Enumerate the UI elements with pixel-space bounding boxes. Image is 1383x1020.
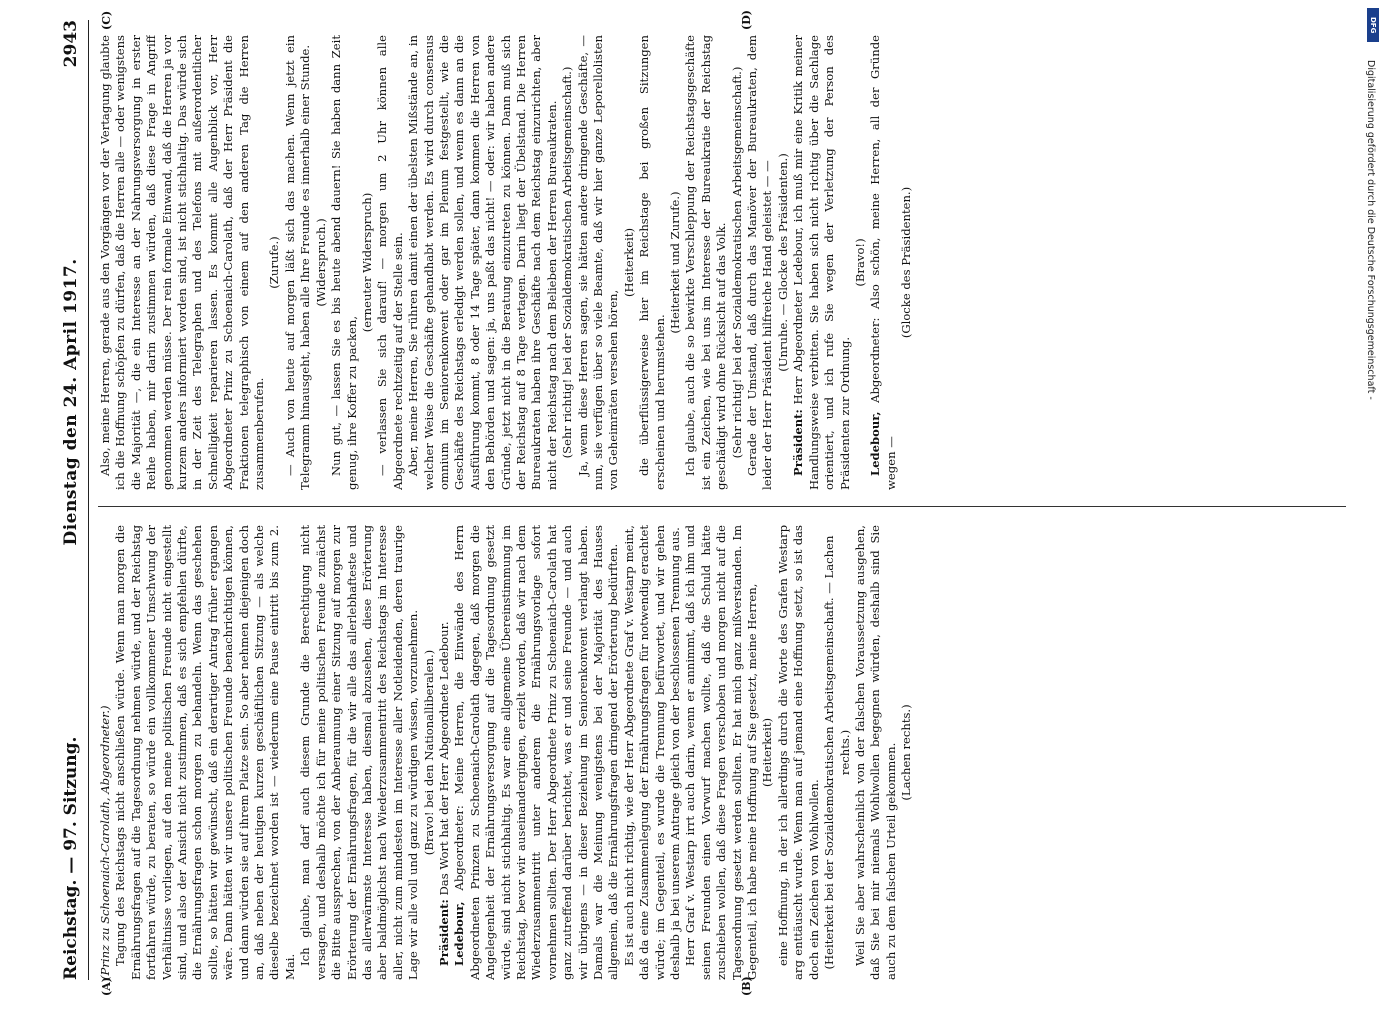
- interjection: (Sehr richtig! bei der Sozialdemokratischen Arbeitsgemeinschaft.): [729, 66, 744, 459]
- left-column: [98, 525, 1350, 980]
- rotated-page-content: [40, 0, 1360, 1000]
- paragraph: Gerade der Umstand, daß durch das Manöver der Bureaukraten, dem leider der Herr Präsident hilfreiche Hand geleistet — —: [745, 35, 775, 490]
- interjection: (erneuter Widerspruch): [359, 192, 374, 333]
- speaker-paragraph: [437, 525, 452, 980]
- interjection: (Bravo! bei den Nationalliberalen.): [421, 649, 436, 856]
- interjection: (Bravo!): [852, 238, 867, 287]
- paragraph: Also, meine Herren, gerade aus den Vorgängen vor der Vertagung glaubte ich die Hoffnung schöpfen zu dürfen, daß die Herren alle — oder wenigstens die Majorität —, die ein Interesse an der Nahrungsversorgung in erster Reihe haben, mir darin zustimmen würden, daß diese Frage in Angriff genommen werden müsse. Der rein formale Einwand, daß die Herren ja vor kurzem anders informiert worden sind, ist nicht stichhaltig. Das würde sich in der Zeit des Telegraphen und des Telefons mit außerordentlicher Schnelligkeit reparieren lassen. Es kommt alle Augenblick vor, Herr Abgeordneter Prinz zu Schoenaich-Carolath, daß der Herr Präsident die Fraktionen telegraphisch von einem auf den anderen Tag die Herren zusammenberufen.: [98, 35, 267, 490]
- speech-text: Herr Abgeordneter Ledebour, ich muß mir eine Kritik meiner Handlungsweise verbitten. Sie haben sich nicht richtig über die Sachlage orientiert, und ich rufe Sie wegen der Verletzung der Person des Präsidenten zur Ordnung.: [791, 35, 852, 490]
- speaker-continuation: (Prinz zu Schoenaich-Carolath, Abgeordneter.): [98, 705, 112, 980]
- margin-marker-c: (C): [100, 10, 113, 30]
- interjection: (Zurufe.): [267, 236, 282, 289]
- interjection: (Lachen rechts.): [899, 704, 914, 801]
- interjection: (Heiterkeit bei der Sozialdemokratischen Arbeitsgemeinschaft. — Lachen rechts.): [822, 535, 852, 970]
- right-column: [98, 35, 1350, 490]
- speech-text: Abgeordneter: Meine Herren, die Einwände des Herrn Abgeordneten Prinzen zu Schoenaich-Carolath dagegen, daß morgen die Angelegenheit der Ernährungsversorgung auf die Tagesordnung gesetzt würde, sind nicht stichhaltig. Es war eine allgemeine Übereinstimmung im Reichstag, bevor wir auseinandergingen, erzielt worden, daß wir nach dem Wiederzusammentritt unter anderem die Ernährungsvorlage sofort vornehmen sollten. Der Herr Abgeordnete Prinz zu Schoenaich-Carolath hat ganz zutreffend darüber berichtet, was er und seine Freunde — und auch wir übrigens — in dieser Beziehung im Seniorenkonvent verlangt haben. Damals war die Meinung wenigstens bei der Majorität des Hauses allgemein, daß die Ernährungsfragen dringend der Erörterung bedürften.: [452, 525, 621, 980]
- dfg-logo: DFG: [1367, 8, 1379, 42]
- interjection: (Widerspruch.): [313, 218, 328, 307]
- paragraph: Ich glaube, auch die so bewirkte Verschleppung der Reichstagsgeschäfte ist ein Zeichen, wie bei uns im Interesse der Bureaukratie der Reichstag geschädigt wird ohne Rücksicht auf das Volk.: [683, 35, 729, 490]
- margin-marker-d: (D): [740, 10, 753, 30]
- digitization-credit: [1358, 20, 1380, 980]
- paragraph: Aber, meine Herren, Sie rühren damit einen der übelsten Mißstände an, in welcher Weise die Geschäfte gehandhabt werden. Es wird durch consensus omnium im Seniorenkonvent oder gar im Plenum festgestellt, wie die Geschäfte des Reichstags erledigt werden sollen, und wenn es dann an die Ausführung kommt, 8 oder 14 Tage später, dann kommen die Herren von den Behörden und sagen: ja, uns paßt das nicht! — oder: wir haben andere Gründe, jetzt nicht in die Beratung einzutreten zu können. Dann muß sich der Reichstag auf 8 Tage vertagen. Darin liegt der Übelstand. Die Herren Bureaukraten haben ihre Geschäfte nach dem Reichstag einzurichten, aber nicht der Reichstag nach dem Belieben der Herren Bureaukraten.: [406, 35, 559, 490]
- paragraph: eine Hoffnung, in der ich allerdings durch die Worte des Grafen Westarp arg enttäuscht wurde. Wenn man auf jemand eine Hoffnung setzt, so ist das doch ein Zeichen von Wohlwollen.: [775, 525, 821, 980]
- paragraph: Tagung des Reichstags nicht anschließen würde. Wenn man morgen die Ernährungsfragen auf die Tagesordnung nehmen würde, und der Reichstag fortfahren würde, zu beraten, so würde ein vollkommener Umschwung der Verhältnisse vorliegen, auf den meine politischen Freunde nicht eingestellt sind, und also der Ansicht nicht zustimmen, daß es sich empfehlen dürfte, die Ernährungsfragen schon morgen zu behandeln. Wenn das geschehen sollte, so hätten wir gewünscht, daß ein derartiger Antrag früher ergangen wäre. Dann hätten wir unsere politischen Freunde benachrichtigen können, und dann würden sie auf ihrem Platze sein. So aber nehmen diejenigen doch an, daß neben der heutigen kurzen geschäftlichen Sitzung — als welche dieselbe bezeichnet worden ist — wiederum eine Pause eintritt bis zum 2. Mai.: [113, 525, 297, 980]
- interjection: (Unruhe. — Glocke des Präsidenten.): [775, 153, 790, 372]
- speaker-name: Ledebour,: [868, 411, 883, 476]
- interjection: (Glocke des Präsidenten.): [899, 186, 914, 339]
- interjection: (Sehr richtig! bei der Sozialdemokratischen Arbeitsgemeinschaft.): [560, 66, 575, 459]
- speech-text: Das Wort hat der Herr Abgeordnete Ledebour.: [436, 621, 451, 896]
- margin-marker-a: (A): [100, 977, 113, 996]
- digitization-credit-text: Digitalisierung gefördert durch die Deutsche Forschungsgemeinschaft -: [1365, 60, 1376, 400]
- speaker-paragraph: [791, 35, 853, 490]
- speaker-paragraph: [868, 35, 899, 490]
- paragraph: Ja, wenn diese Herren sagen, sie hätten andere dringende Geschäfte, — nun, sie verfügen über so viele Beamte, daß wir hier ganze Leporellolisten von Geheimräten versehen hören,: [575, 35, 621, 490]
- paragraph: — verlassen Sie sich darauf! — morgen um 2 Uhr können alle Abgeordnete rechtzeitig auf der Stelle sein.: [375, 35, 405, 490]
- paragraph: Weil Sie aber wahrscheinlich von der falschen Voraussetzung ausgehen, daß Sie bei mir niemals Wohlwollen begegnen würden, deshalb sind Sie auch zu dem falschen Urteil gekommen.: [852, 525, 898, 980]
- paragraph: Es ist auch nicht richtig, wie der Herr Abgeordnete Graf v. Westarp meint, daß da eine Zusammenlegung der Ernährungsfragen für notwendig erachtet würde; im Gegenteil, es wurde die Trennung befürwortet, und wir gehen deshalb ja bei unserem Antrage gleich von der beschlossenen Trennung aus.: [621, 525, 683, 980]
- speaker-name: Ledebour,: [452, 901, 467, 966]
- page-header: [54, 20, 89, 980]
- scanned-page: [40, 0, 1360, 1000]
- paragraph: die überflüssigerweise hier im Reichstage bei großen Sitzungen erscheinen und herumstehen.: [637, 35, 667, 490]
- speaker-name: Präsident:: [436, 899, 451, 966]
- margin-marker-b: (B): [740, 976, 753, 996]
- header-left: Reichstag. — 97. Sitzung.: [61, 736, 81, 980]
- interjection: (Heiterkeit): [621, 227, 636, 298]
- interjection: (Heiterkeit und Zurufe.): [668, 191, 683, 334]
- speaker-paragraph: [452, 525, 621, 980]
- paragraph: — Auch von heute auf morgen läßt sich das machen. Wenn jetzt ein Telegramm hinausgeht, haben alle Ihre Freunde es innerhalb einer Stunde.: [282, 35, 313, 490]
- speaker-name: Präsident:: [791, 409, 806, 476]
- speech-text: Abgeordneter: Also schön, meine Herren, all der Gründe wegen —: [868, 35, 898, 490]
- header-date: Dienstag den 24. April 1917.: [61, 258, 81, 546]
- paragraph: Herr Graf v. Westarp irrt auch darin, wenn er annimmt, daß ich ihm und seinen Freunden einen Vorwurf machen wollte, daß die Schuld hätte zuschieben wollen, daß diese Fragen verschoben und morgen nicht auf die Tagesordnung gesetzt werden sollten. Er hat mich ganz mißverstanden. Im Gegenteil, ich habe meine Hoffnung auf Sie gesetzt, meine Herren,: [683, 525, 760, 980]
- interjection: (Heiterkeit): [760, 717, 775, 788]
- paragraph: Ich glaube, man darf auch diesem Grunde die Berechtigung nicht versagen, und deshalb möchte ich für meine politischen Freunde zunächst die Bitte aussprechen, von der Anberaumung einer Sitzung auf morgen zur Erörterung der Ernährungsfragen, für die wir alle das allerlebhafteste und das allerwärmste Interesse haben, diesmal abzusehen, diese Erörterung aber baldmöglichst nach Wiederzusammentritt des Reichstags im Interesse aller, nicht zum mindesten im Interesse aller Notleidenden, deren traurige Lage wir alle voll und ganz zu würdigen wissen, vorzunehmen.: [298, 525, 421, 980]
- column-divider: [98, 506, 1346, 507]
- page-number: 2943: [61, 20, 81, 68]
- paragraph: Nun gut, — lassen Sie es bis heute abend dauern! Sie haben dann Zeit genug, ihre Koffer zu packen,: [329, 35, 359, 490]
